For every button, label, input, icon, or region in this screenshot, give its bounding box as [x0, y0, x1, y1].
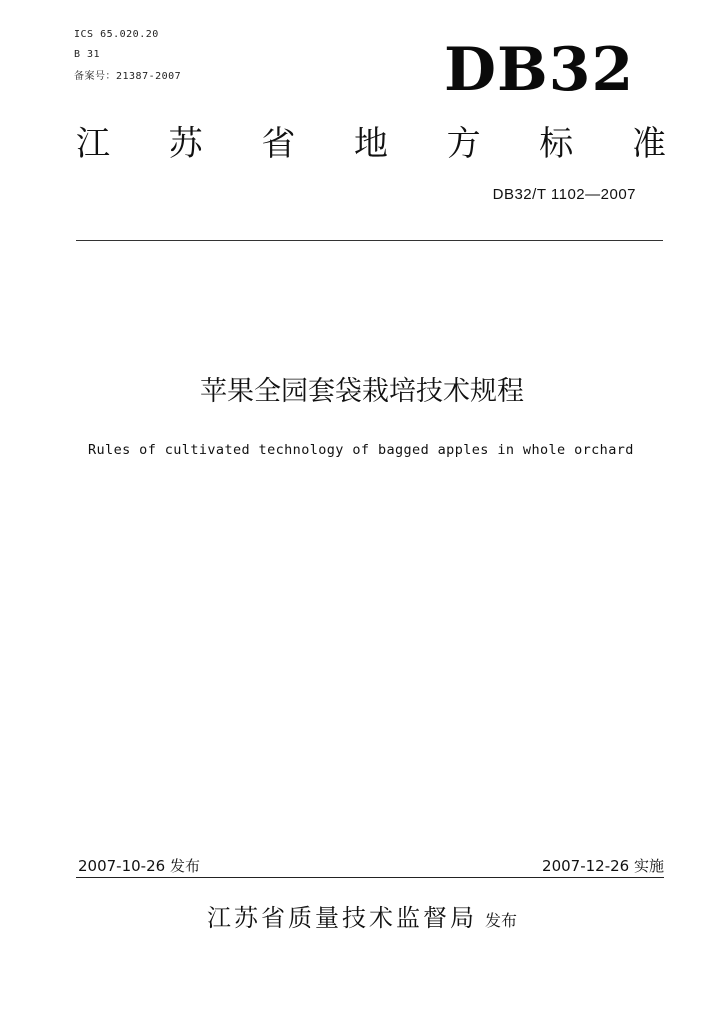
footer-divider: [76, 877, 664, 878]
record-number: 备案号：21387-2007: [74, 71, 182, 82]
standard-number: DB32/T 1102—2007: [492, 186, 636, 203]
implementation-date: 2007-12-26 实施: [542, 857, 664, 875]
db-code-logo: DB32: [444, 35, 635, 105]
issuer-name: 江苏省质量技术监督局: [206, 904, 477, 932]
classification-code: B 31: [74, 49, 101, 60]
standard-type-char: 省: [261, 124, 296, 164]
issue-date: 2007-10-26 发布: [78, 857, 200, 875]
ics-code: ICS 65.020.20: [74, 29, 159, 40]
standard-type-char: 江: [76, 124, 110, 164]
standard-type-char: 方: [446, 124, 481, 164]
standard-type-char: 准: [631, 124, 666, 164]
issuer-suffix: 发布: [484, 911, 517, 930]
header-divider: [76, 240, 663, 241]
standard-type-char: 苏: [168, 124, 203, 164]
standard-type-char: 地: [353, 124, 388, 164]
document-title-chinese: 苹果全园套袋栽培技术规程: [200, 376, 524, 407]
standard-type-char: 标: [539, 124, 574, 164]
issuer-line: [0, 898, 724, 933]
standard-type-heading: [76, 122, 666, 166]
document-title-english: Rules of cultivated technology of bagged apples in whole orchard: [88, 442, 634, 458]
